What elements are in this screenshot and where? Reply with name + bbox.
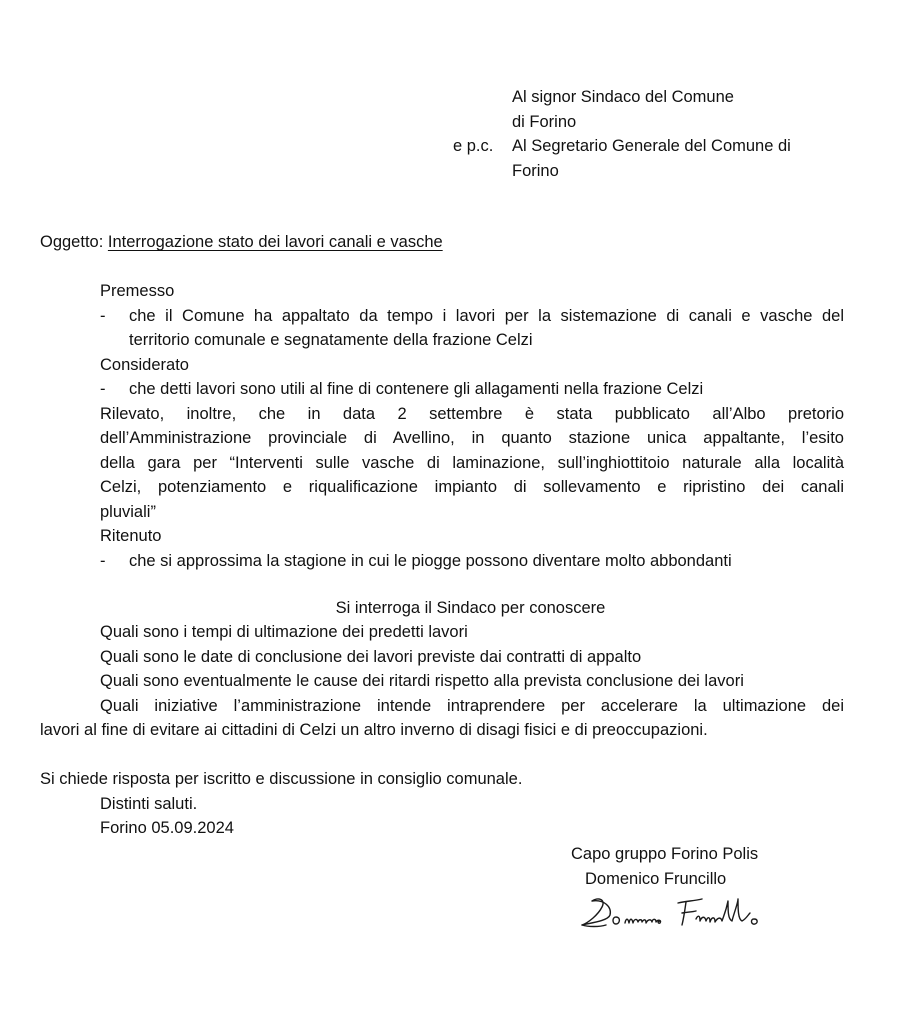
handwritten-signature-icon — [578, 893, 788, 933]
addressee-mayor: Al signor Sindaco del Comune — [512, 88, 734, 106]
question-3: Quali sono eventualmente le cause dei ritardi rispetto alla prevista conclusione dei lavori — [100, 672, 744, 690]
rilevato-line-4: Celzi, potenziamento e riqualificazione impianto di sollevamento e ripristino dei canali — [100, 478, 844, 496]
premesso-bullet — [100, 304, 844, 353]
question-1: Quali sono i tempi di ultimazione dei predetti lavori — [100, 623, 468, 641]
signer-role: Capo gruppo Forino Polis — [571, 845, 759, 863]
addr-spacer — [453, 110, 512, 135]
bullet-dash: - — [100, 551, 106, 570]
addressee-secretary-town: Forino — [512, 161, 559, 180]
premesso-bullet-line-2: territorio comunale e segnatamente della frazione Celzi — [129, 331, 533, 349]
bullet-dash: - — [100, 306, 106, 325]
ritenuto-heading: Ritenuto — [100, 527, 162, 545]
interrogation-heading: Si interroga il Sindaco per conoscere — [335, 599, 606, 617]
ritenuto-bullet-text: che si approssima la stagione in cui le piogge possono diventare molto abbondanti — [129, 551, 732, 570]
addressee-secretary: Al Segretario Generale del Comune di — [512, 137, 791, 155]
subject-title: Interrogazione stato dei lavori canali e vasche — [107, 233, 443, 251]
question-4: Quali iniziative l’amministrazione intende intraprendere per accelerare la ultimazione dei — [100, 697, 844, 715]
rilevato-line-1: Rilevato, inoltre, che in data 2 settembre è stata pubblicato all’Albo pretorio — [100, 404, 844, 423]
bullet-dash: - — [100, 380, 106, 398]
premesso-bullet-line-1: che il Comune ha appaltato da tempo i lavori per la sistemazione di canali e vasche del — [129, 306, 844, 325]
question-2: Quali sono le date di conclusione dei lavori previste dai contratti di appalto — [100, 648, 642, 666]
premises-section — [100, 279, 844, 573]
rilevato-line-2: dell’Amministrazione provinciale di Avellino, in quanto stazione unica appaltante, l’esito — [100, 429, 844, 447]
question-4-continuation: lavori al fine di evitare ai cittadini di Celzi un altro inverno di disagi fisici e di preoccupazioni. — [40, 721, 708, 739]
addr-spacer — [453, 159, 512, 184]
considerato-heading: Considerato — [100, 355, 189, 374]
rilevato-line-3: della gara per “Interventi sulle vasche di laminazione, sull’inghiottitoio naturale alla località — [100, 453, 844, 472]
addr-spacer — [453, 85, 512, 110]
rilevato-paragraph — [100, 402, 844, 525]
signature-block — [571, 842, 758, 891]
greeting: Distinti saluti. — [100, 795, 198, 813]
signer-name: Domenico Fruncillo — [585, 869, 727, 888]
subject-line — [40, 230, 443, 255]
cc-label: e p.c. — [453, 137, 494, 155]
rilevato-line-5: pluviali” — [100, 502, 156, 521]
subject-label: Oggetto: — [40, 233, 108, 251]
place-date: Forino 05.09.2024 — [100, 819, 234, 837]
response-request: Si chiede risposta per iscritto e discussione in consiglio comunale. — [40, 770, 523, 788]
ritenuto-bullet — [100, 549, 844, 574]
addressee-mayor-town: di Forino — [512, 112, 577, 131]
addressee-block — [453, 85, 791, 183]
considerato-bullet-text: che detti lavori sono utili al fine di contenere gli allagamenti nella frazione Celzi — [129, 380, 704, 398]
considerato-bullet — [100, 377, 844, 402]
premesso-heading: Premesso — [100, 282, 175, 300]
